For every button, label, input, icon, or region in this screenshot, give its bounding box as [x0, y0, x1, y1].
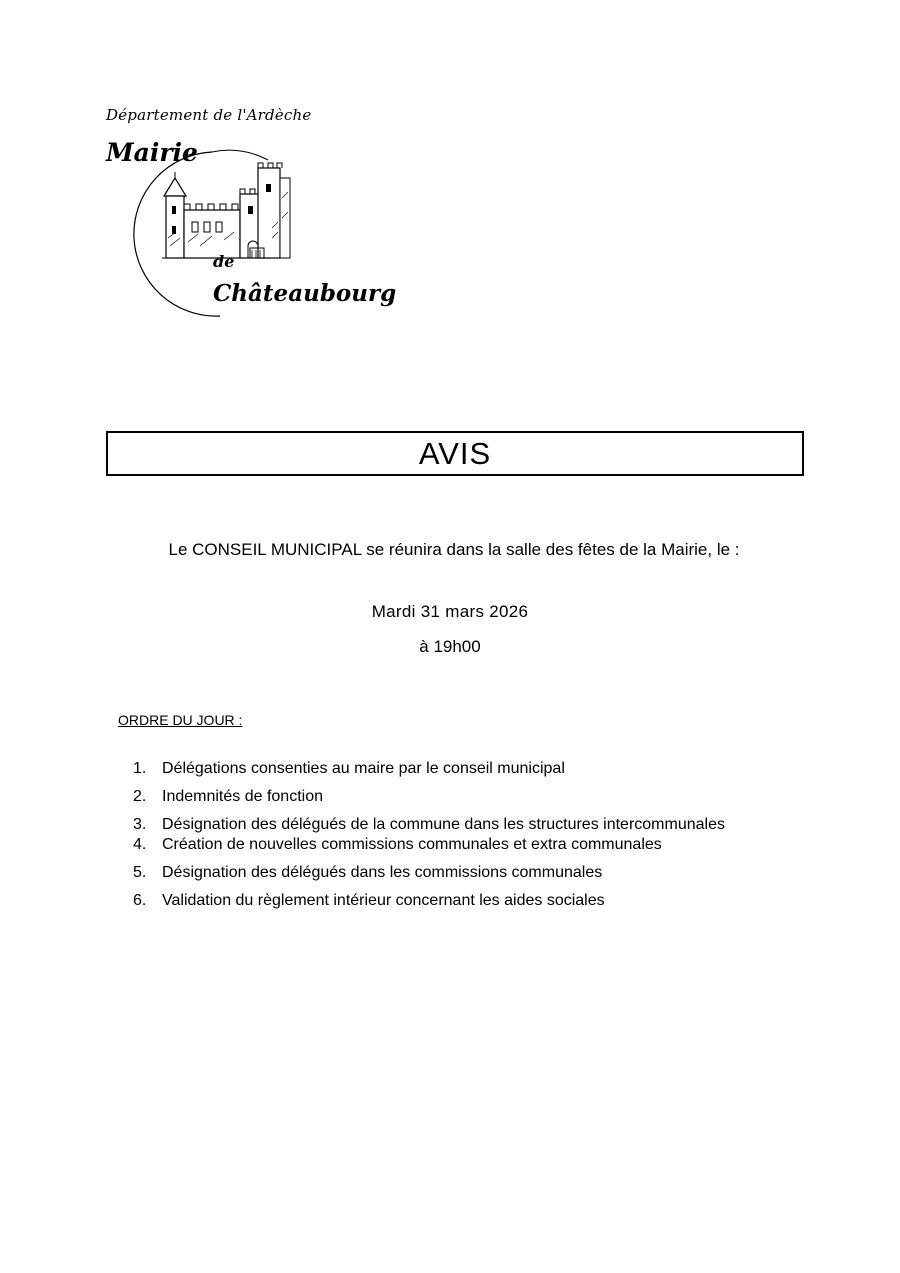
meeting-date: Mardi 31 mars 2026 — [371, 602, 529, 621]
mairie-logo — [100, 138, 397, 323]
agenda-item-text: Délégations consenties au maire par le conseil municipal — [162, 760, 565, 777]
agenda-item-number: 5. — [133, 864, 147, 881]
agenda-item-number: 3. — [133, 816, 147, 833]
logo-de-text: de — [213, 252, 235, 271]
agenda-item-text: Validation du règlement intérieur concernant les aides sociales — [162, 892, 605, 909]
agenda-item-text: Création de nouvelles commissions communales et extra communales — [162, 836, 662, 853]
agenda-item-number: 1. — [133, 760, 147, 777]
avis-title: AVIS — [418, 435, 492, 471]
meeting-time: à 19h00 — [419, 637, 481, 656]
agenda-item-number: 6. — [133, 892, 147, 909]
agenda-item-text: Indemnités de fonction — [162, 788, 323, 805]
agenda-item-text: Désignation des délégués dans les commissions communales — [162, 864, 603, 881]
logo-mairie-text: Mairie — [106, 138, 198, 167]
agenda-item-number: 2. — [133, 788, 147, 805]
avis-title-box — [106, 431, 804, 476]
agenda-heading: ORDRE DU JOUR : — [118, 712, 243, 728]
agenda-item-text: Désignation des délégués de la commune dans les structures intercommunales — [162, 816, 725, 833]
departement-label: Département de l'Ardèche — [106, 106, 312, 124]
agenda-item-number: 4. — [133, 836, 147, 853]
logo-chateaubourg-text: Châteaubourg — [213, 280, 397, 307]
meeting-intro: Le CONSEIL MUNICIPAL se réunira dans la salle des fêtes de la Mairie, le : — [168, 540, 740, 559]
